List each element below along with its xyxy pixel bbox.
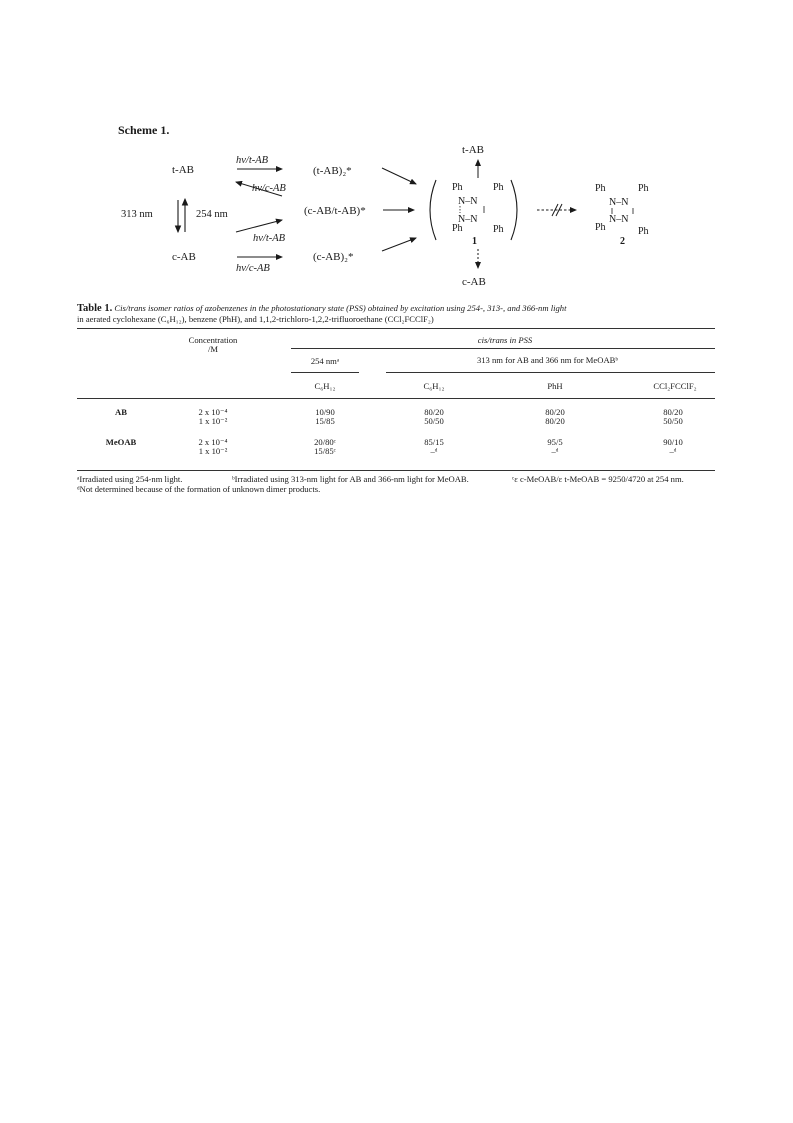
table-bottom-rule: [77, 470, 715, 471]
ph-1-br: Ph: [493, 224, 504, 235]
arrow-dimer-t: [382, 168, 416, 184]
table-caption-text: Cis/trans isomer ratios of azobenzenes in the photostationary state (PSS) obtained by excitation using 254-, 313-, and 366-nm light: [114, 303, 567, 313]
rule-254: [291, 372, 359, 373]
wavelength-313-label: 313 nm: [121, 209, 153, 220]
nn-1-bottom: N–N: [458, 214, 478, 225]
c-ab-label: c-AB: [172, 251, 196, 263]
head-solvent-cfc: CCl₂FCClF₂: [653, 381, 697, 391]
cell: 85/15: [424, 437, 444, 447]
footnote-b: ᵇIrradiated using 313-nm light for AB and 366-nm light for MeOAB.: [232, 474, 469, 484]
footnote-c: ᶜε c-MeOAB/ε t-MeOAB = 9250/4720 at 254 nm.: [512, 474, 684, 484]
table-header-rule: [77, 398, 715, 399]
arrow-dimer-c: [382, 238, 416, 251]
head-concentration: Concentration: [188, 335, 238, 345]
hv-t-ab-top: hν/t-AB: [236, 155, 269, 166]
cell: 15/85: [315, 416, 335, 426]
table-caption-line2: in aerated cyclohexane (C₆H₁₂), benzene (PhH), and 1,1,2-trichloro-1,2,2-trifluoroethane (CCl₂FCClF₂): [77, 314, 434, 324]
left-paren: [430, 180, 436, 240]
right-paren: [511, 180, 517, 240]
head-solvent-phh: PhH: [547, 381, 563, 391]
nn-1-top: N–N: [458, 196, 478, 207]
cell: 20/80ᶜ: [314, 437, 336, 447]
product-t-ab: t-AB: [462, 144, 484, 156]
cell: –ᵈ: [551, 446, 559, 456]
compound-2-label: 2: [620, 236, 625, 247]
footnote-a: ᵃIrradiated using 254-nm light.: [77, 474, 183, 484]
ph-1-bl: Ph: [452, 223, 463, 234]
ph-2-tr: Ph: [638, 183, 649, 194]
compound-1-label: 1: [472, 236, 477, 247]
cell: 2 x 10⁻⁴: [198, 407, 228, 417]
row-name-ab: AB: [115, 407, 127, 417]
ph-2-tl: Ph: [595, 183, 606, 194]
dimer-mixed: (c-AB/t-AB)*: [304, 205, 366, 217]
cell: 95/5: [547, 437, 563, 447]
cell: 2 x 10⁻⁴: [198, 437, 228, 447]
cell: 50/50: [424, 416, 444, 426]
head-254: 254 nmᵃ: [310, 356, 340, 366]
cell: 80/20: [545, 407, 565, 417]
hv-c-ab-bottom: hν/c-AB: [236, 263, 270, 274]
rule-313: [386, 372, 715, 373]
arrow-lower-diag: [236, 220, 282, 232]
cell: 50/50: [663, 416, 683, 426]
dimer-t: (t-AB)₂*: [313, 165, 352, 177]
hv-c-ab-upper: hν/c-AB: [252, 183, 286, 194]
nn-2-bottom: N–N: [609, 214, 629, 225]
hv-t-ab-lower: hν/t-AB: [253, 233, 286, 244]
nn-2-top: N–N: [609, 197, 629, 208]
cell: 1 x 10⁻²: [198, 416, 228, 426]
product-c-ab: c-AB: [462, 276, 486, 288]
head-concentration-unit: /M: [207, 344, 219, 354]
cell: 80/20: [545, 416, 565, 426]
footnote-d: ᵈNot determined because of the formation of unknown dimer products.: [77, 484, 321, 494]
table-top-rule: [77, 328, 715, 329]
ph-2-br: Ph: [638, 226, 649, 237]
head-pss: cis/trans in PSS: [477, 335, 533, 345]
table-title: Table 1.: [77, 303, 113, 314]
table-caption: [77, 303, 717, 324]
ph-1-tl: Ph: [452, 182, 463, 193]
head-313: 313 nm for AB and 366 nm for MeOABᵇ: [476, 355, 619, 365]
wavelength-254-label: 254 nm: [196, 209, 228, 220]
cell: 10/90: [315, 407, 335, 417]
ph-2-bl: Ph: [595, 222, 606, 233]
dimer-c: (c-AB)₂*: [313, 251, 354, 263]
cell: –ᵈ: [669, 446, 677, 456]
cell: 90/10: [663, 437, 683, 447]
head-solvent-c6h12-254: C₆H₁₂: [314, 381, 336, 391]
reaction-scheme: [0, 0, 793, 300]
t-ab-label: t-AB: [172, 164, 194, 176]
row-name-meoab: MeOAB: [105, 437, 137, 447]
cell: 1 x 10⁻²: [198, 446, 228, 456]
cell: 80/20: [424, 407, 444, 417]
ph-1-tr: Ph: [493, 182, 504, 193]
cell: 80/20: [663, 407, 683, 417]
scheme-title: Scheme 1.: [118, 123, 170, 137]
cell: –ᵈ: [430, 446, 438, 456]
pss-rule: [291, 348, 715, 349]
head-solvent-c6h12: C₆H₁₂: [423, 381, 445, 391]
cell: 15/85ᶜ: [314, 446, 336, 456]
